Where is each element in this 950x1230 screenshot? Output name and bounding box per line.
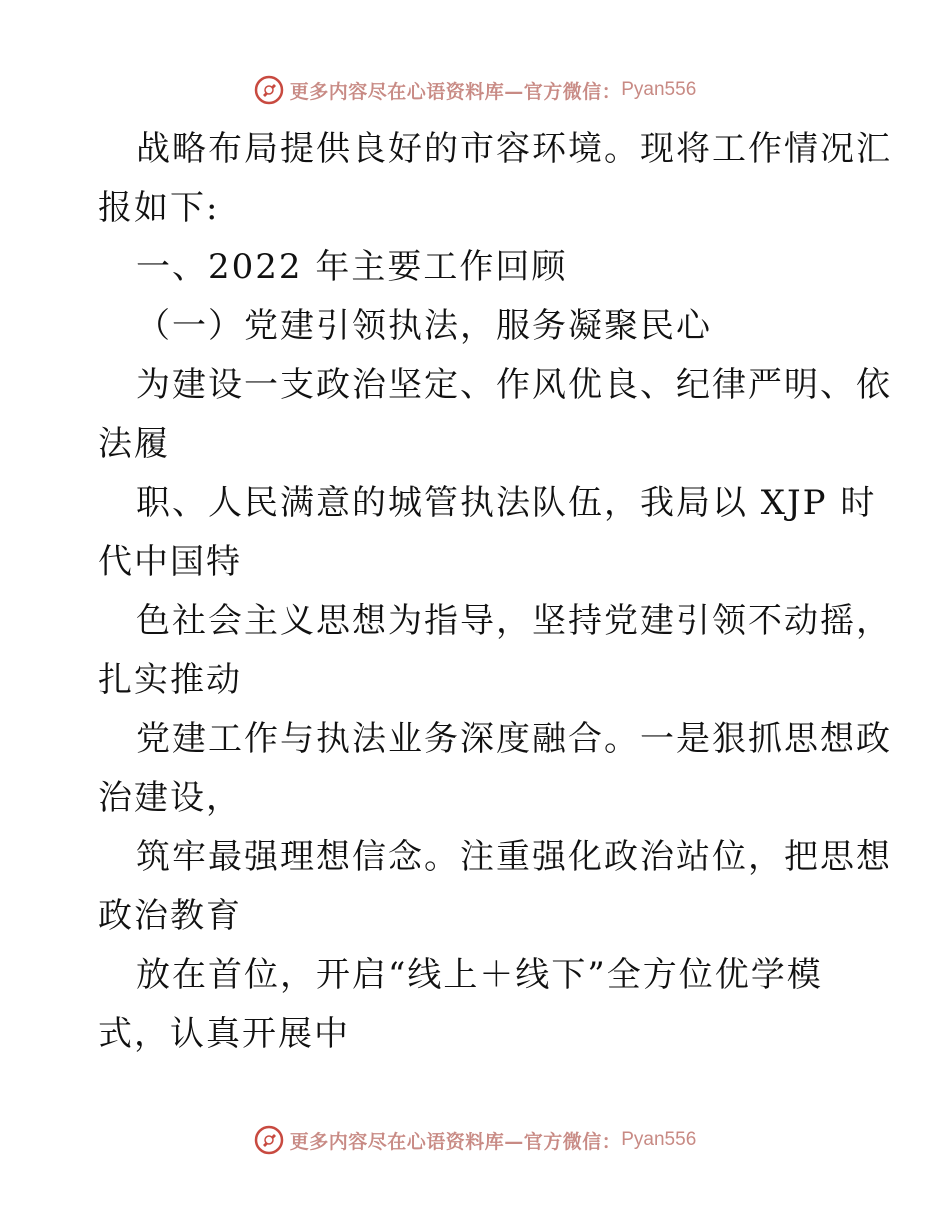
- body-line: 职、人民满意的城管执法队伍，我局以 XJP 时: [136, 483, 877, 523]
- body-line: 色社会主义思想为指导，坚持党建引领不动摇，: [136, 601, 892, 641]
- body-line: 政治教育: [98, 896, 242, 936]
- section-heading: 一、2022 年主要工作回顾: [136, 247, 568, 287]
- body-line: 筑牢最强理想信念。注重强化政治站位，把思想: [136, 837, 892, 877]
- brand-logo-icon: [254, 1125, 284, 1155]
- subsection-heading: （一）党建引领执法，服务凝聚民心: [136, 306, 712, 346]
- body-line: 为建设一支政治坚定、作风优良、纪律严明、依: [136, 365, 892, 405]
- body-line: 报如下:: [98, 188, 220, 228]
- body-line: 式，认真开展中: [98, 1014, 350, 1054]
- document-body: [98, 120, 892, 1064]
- body-line: 战略布局提供良好的市容环境。现将工作情况汇: [136, 129, 892, 169]
- body-line: 放在首位，开启“线上＋线下”全方位优学模: [136, 955, 823, 995]
- watermark-wechat-id: Pyan556: [621, 1129, 697, 1150]
- body-line: 治建设，: [98, 778, 242, 818]
- header-watermark: [0, 72, 950, 108]
- watermark-brand-text: 更多内容尽在心语资料库—官方微信：: [289, 1130, 622, 1153]
- body-line: 法履: [98, 424, 170, 464]
- footer-watermark: [0, 1122, 950, 1158]
- watermark-brand-text: 更多内容尽在心语资料库—官方微信：: [289, 80, 622, 103]
- body-line: 扎实推动: [98, 660, 242, 700]
- body-line: 代中国特: [98, 542, 242, 582]
- body-line: 党建工作与执法业务深度融合。一是狠抓思想政: [136, 719, 892, 759]
- watermark-wechat-id: Pyan556: [621, 79, 697, 100]
- brand-logo-icon: [254, 75, 284, 105]
